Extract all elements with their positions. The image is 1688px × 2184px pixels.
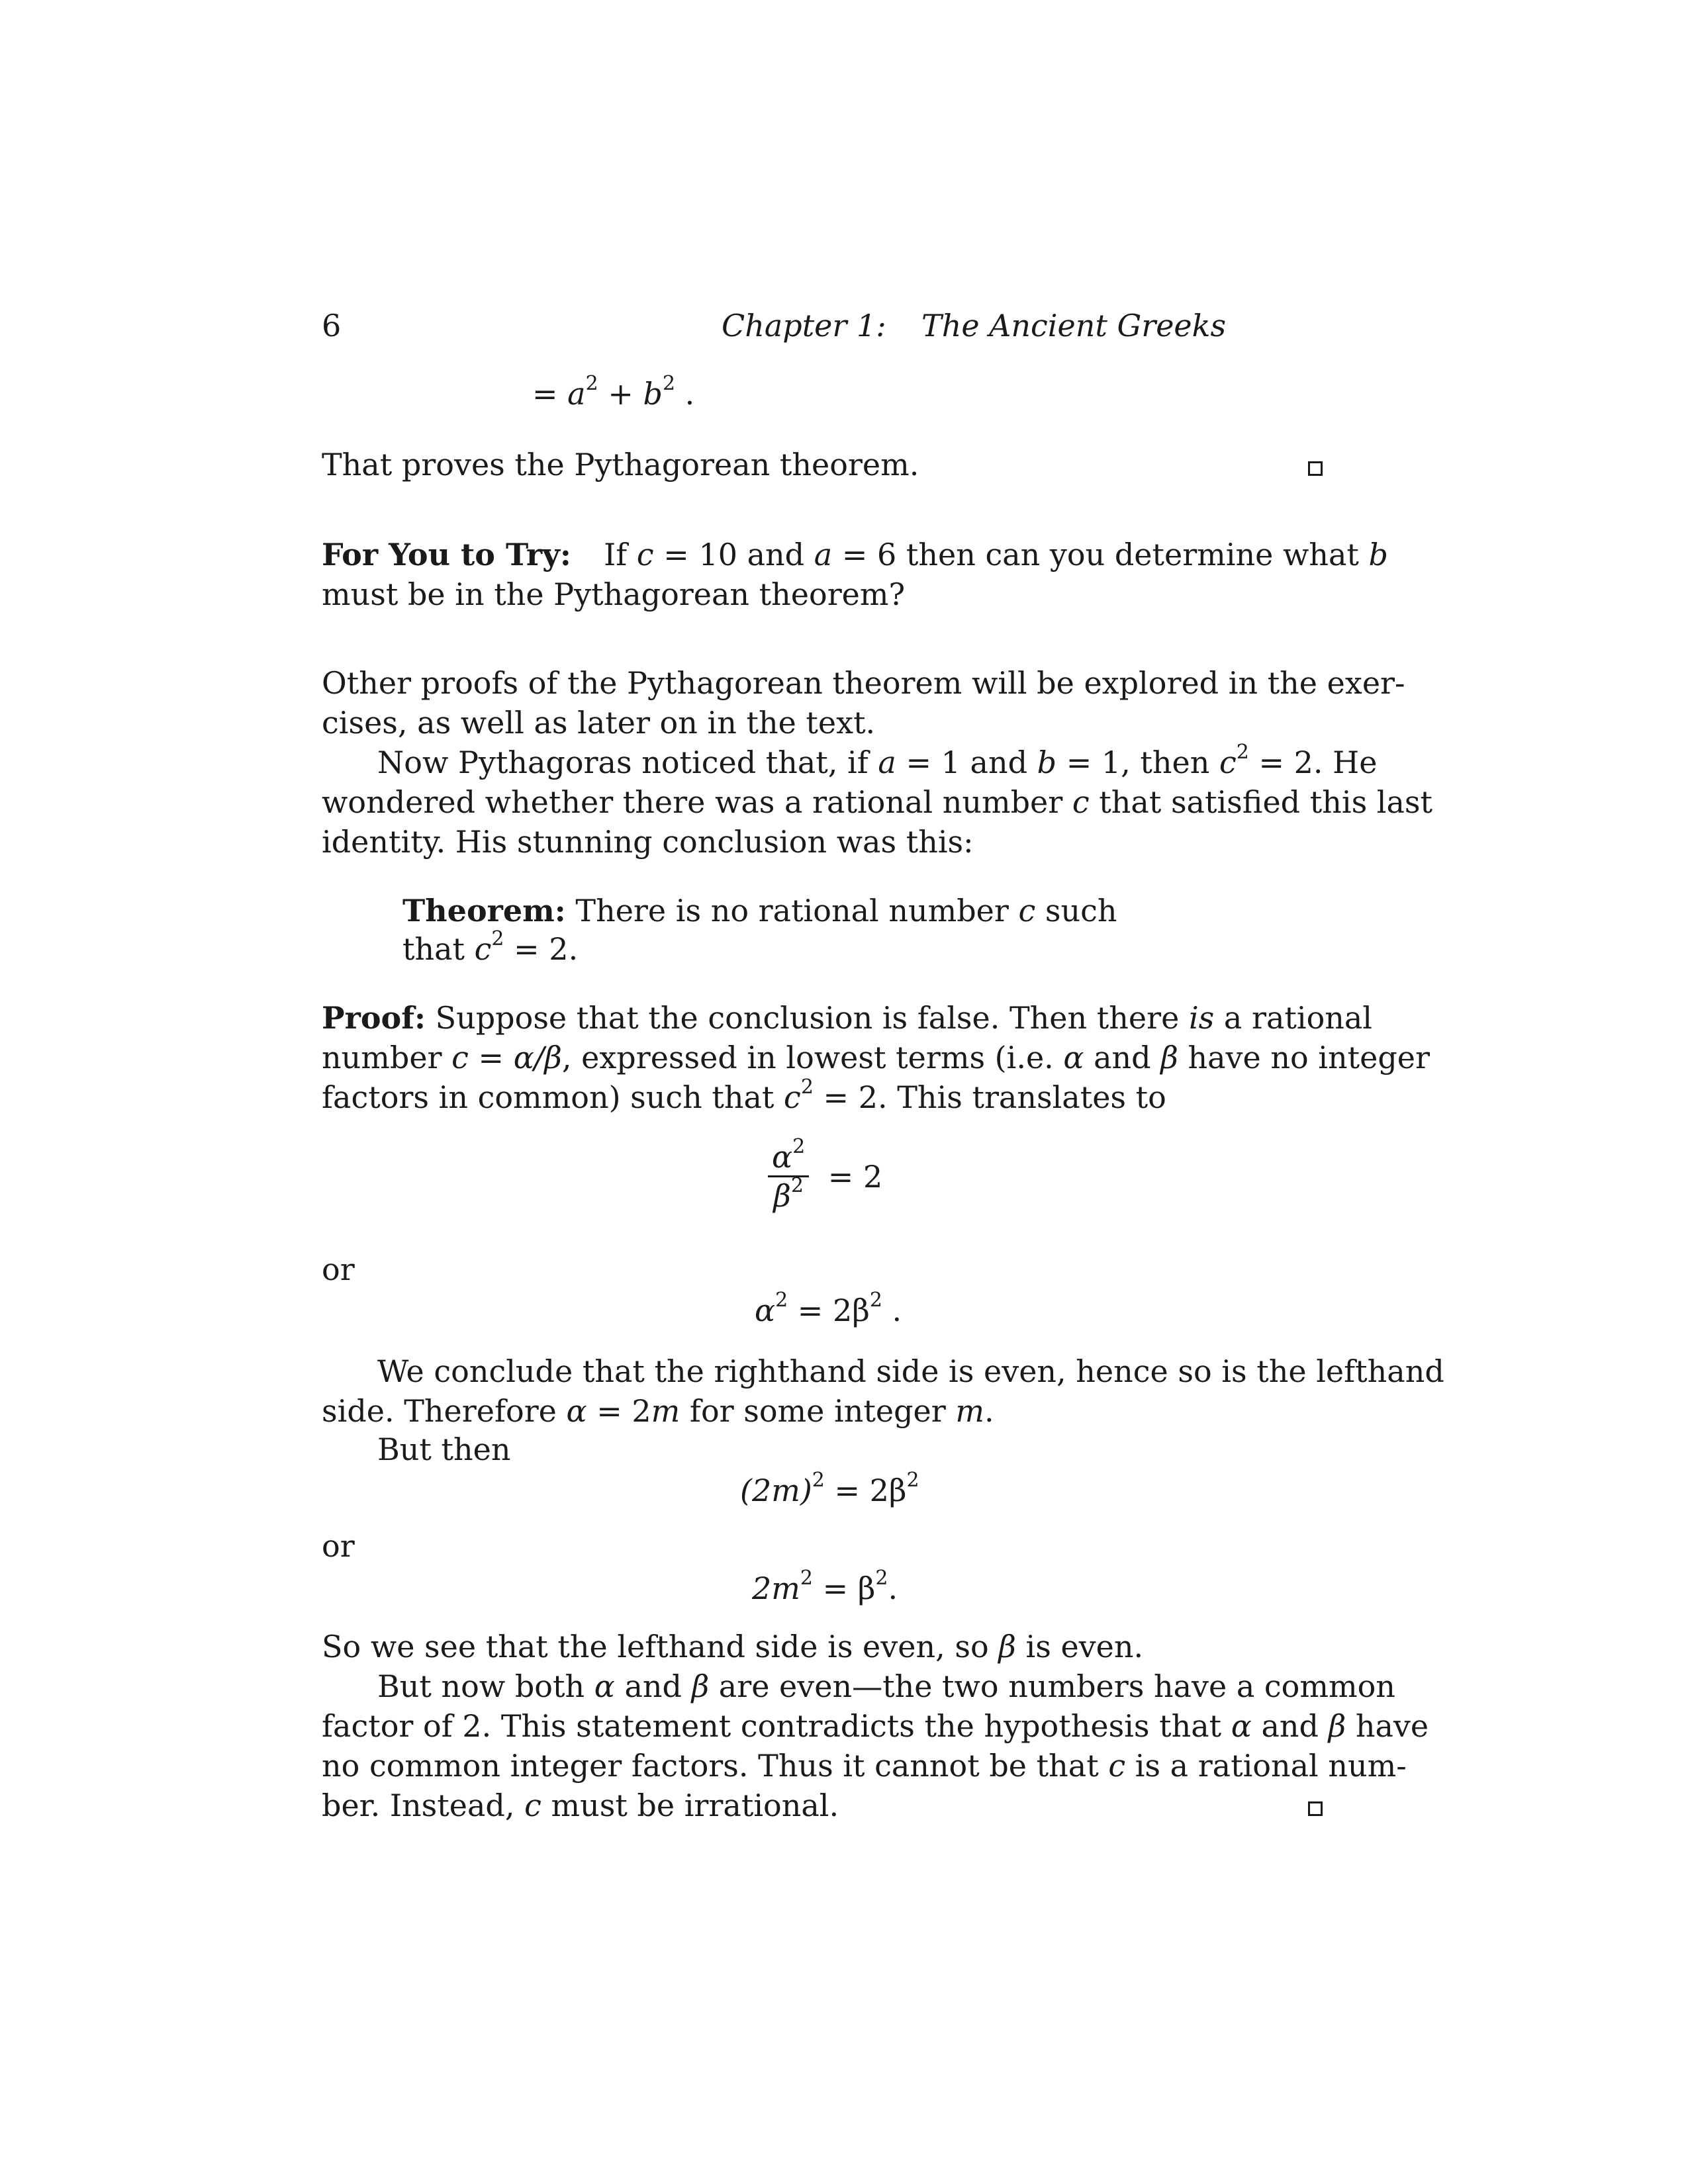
proof-line-3: factors in common) such that $c^2 = 2$. This translates to: [322, 1075, 1166, 1115]
chapter-title: The Ancient Greeks: [921, 308, 1227, 343]
para1-line-2: cises, as well as later on in the text.: [322, 705, 876, 741]
fraction: $\frac{\alpha^2}{\beta^2}$: [768, 1138, 809, 1214]
equation-a2-b2: = $a^2 + b^2$ .: [532, 371, 695, 412]
para5-line-2: factor of 2. This statement contradicts the hypothesis that α and β have: [322, 1708, 1429, 1744]
or-connector-2: or: [322, 1528, 355, 1564]
para3-line-1: We conclude that the righthand side is even, hence so is the lefthand: [377, 1353, 1444, 1389]
try-line-1: For You to Try: If c = 10 and a = 6 then can you determine what b: [322, 537, 1388, 572]
page-number: 6: [322, 308, 342, 343]
but-then: But then: [377, 1432, 511, 1467]
proof-line-2: number c = α/β, expressed in lowest terms (i.e. α and β have no integer: [322, 1040, 1430, 1075]
para5-line-1: But now both α and β are even—the two numbers have a common: [377, 1668, 1395, 1704]
qed-box-final: [1308, 1801, 1323, 1816]
para1-line-1: Other proofs of the Pythagorean theorem will be explored in the exer-: [322, 665, 1405, 701]
para5-line-4: ber. Instead, c must be irrational.: [322, 1788, 839, 1823]
proof-conclusion-sentence: That proves the Pythagorean theorem.: [322, 447, 919, 482]
para2-line-3: identity. His stunning conclusion was this:: [322, 824, 974, 860]
para4-line: So we see that the lefthand side is even, so β is even.: [322, 1629, 1144, 1664]
running-header: [722, 306, 1226, 345]
qed-box: [1308, 461, 1323, 476]
equation-2m2-beta2: $2m^2 = \beta^2$.: [752, 1566, 898, 1606]
chapter-label: Chapter 1:: [722, 308, 886, 343]
theorem-line-2: that $c^2 = 2$.: [402, 927, 579, 967]
proof-label: Proof:: [322, 1000, 426, 1036]
or-connector-1: or: [322, 1251, 355, 1287]
proof-line-1: Proof: Suppose that the conclusion is false. Then there is a rational: [322, 1000, 1373, 1036]
para3-line-2: side. Therefore α = 2m for some integer m.: [322, 1393, 994, 1429]
equation-fraction: $\frac{\alpha^2}{\beta^2}$ = 2: [768, 1138, 882, 1214]
try-label: For You to Try:: [322, 537, 571, 572]
theorem-line-1: Theorem: There is no rational number c such: [402, 893, 1117, 929]
para2-line-2: wondered whether there was a rational number c that satisfied this last: [322, 784, 1433, 820]
try-line-2: must be in the Pythagorean theorem?: [322, 576, 906, 612]
equation-alpha2: $\alpha^2 = 2\beta^2$ .: [755, 1288, 902, 1328]
para2-line-1: Now Pythagoras noticed that, if a = 1 and b = 1, then $c^2 = 2$. He: [377, 740, 1378, 780]
theorem-label: Theorem:: [402, 893, 566, 929]
para5-line-3: no common integer factors. Thus it cannot be that c is a rational num-: [322, 1748, 1407, 1784]
equation-2m-squared: $(2m)^2 = 2\beta^2$: [740, 1468, 919, 1508]
